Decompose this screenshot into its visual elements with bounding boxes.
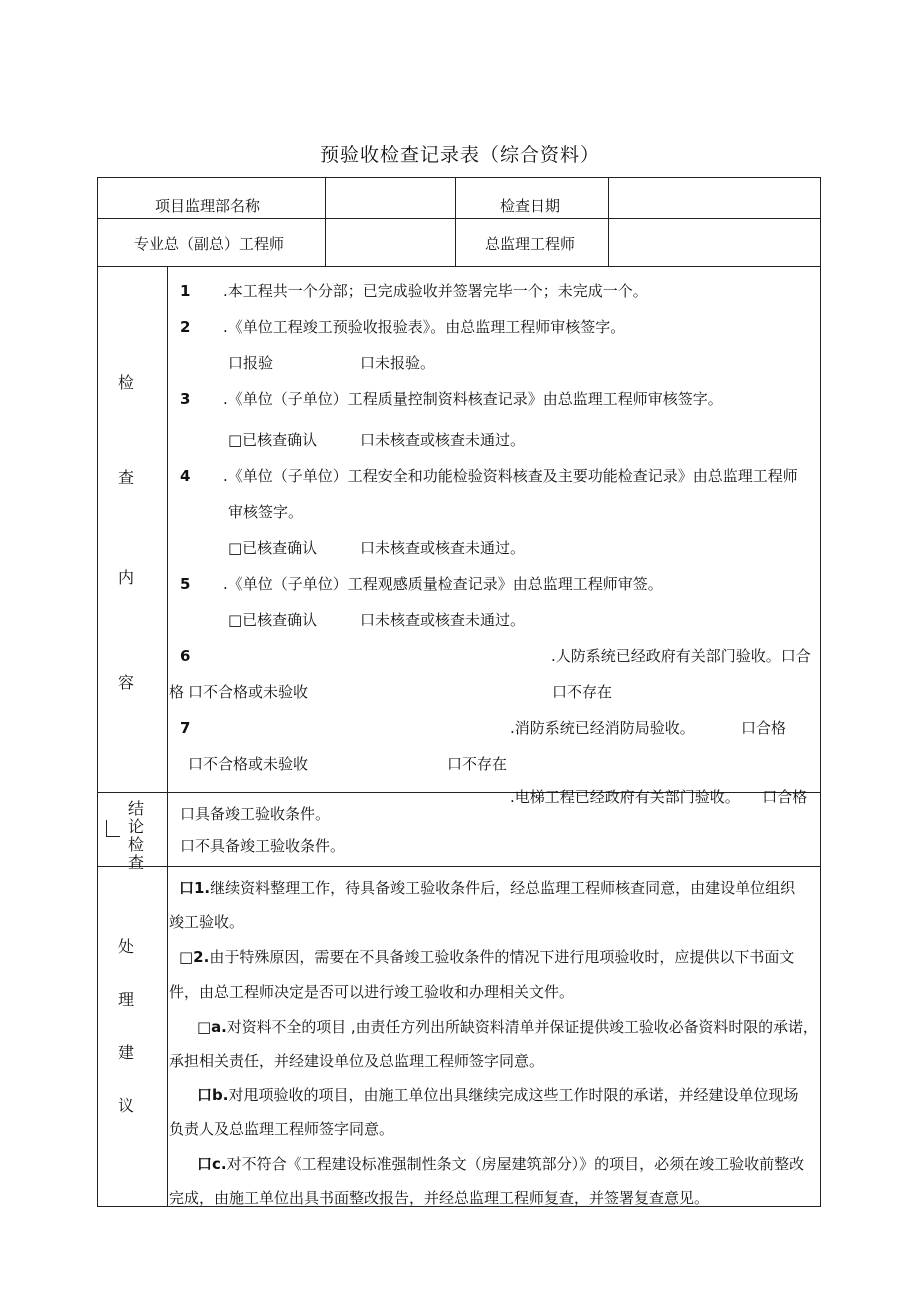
table-border-left [97, 177, 98, 1207]
handling-side-label-1: 处 [118, 937, 135, 956]
table-border-top [97, 177, 821, 178]
item-3-option-confirmed[interactable]: □已核查确认 [228, 431, 318, 449]
row-divider-1 [97, 218, 821, 219]
page-title: 预验收检查记录表（综合资料） [319, 144, 600, 166]
conclusion-option-not-qualified[interactable]: 口不具备竣工验收条件。 [180, 837, 346, 855]
check-side-label-4: 容 [118, 673, 135, 692]
check-side-label-1: 检 [118, 373, 135, 392]
item-4-text: .《单位（子单位）工程安全和功能检验资料核查及主要功能检查记录》由总监理工程师 [223, 467, 798, 485]
item-2-number: 2 [180, 318, 191, 336]
item-6-text-continued: 格 [169, 683, 185, 701]
header-col-divider-1 [325, 177, 326, 267]
item-4-text-continued: 审核签字。 [228, 503, 304, 521]
conclusion-side-label [98, 793, 166, 872]
handling-a-line1 [197, 1017, 818, 1037]
project-name-label: 项目监理部名称 [155, 197, 261, 215]
row-divider-4 [97, 866, 821, 867]
handling-b-line1 [197, 1085, 798, 1105]
handling-p2-line2: 件，由总工程师决定是否可以进行竣工验收和办理相关文件。 [169, 983, 575, 1001]
conclusion-side-label-3: 检 [128, 835, 145, 854]
header-col-divider-2 [455, 177, 456, 267]
item-3-option-not-passed[interactable]: 口未核查或核查未通过。 [360, 431, 526, 449]
handling-b-line2: 负责人及总监理工程师签字同意。 [169, 1120, 395, 1138]
item-5-text: .《单位（子单位）工程观感质量检查记录》由总监理工程师审签。 [223, 575, 663, 593]
conclusion-mark-horizontal [106, 836, 120, 837]
handling-p1-line1 [179, 878, 795, 898]
conclusion-side-label-2: 论 [128, 817, 145, 836]
conclusion-side-label-4: 查 [128, 853, 145, 872]
header-col-divider-3 [608, 177, 609, 267]
item-7-option-not-exist[interactable]: 口不存在 [447, 755, 508, 773]
handling-p2-text: 由于特殊原因，需要在不具备竣工验收条件的情况下进行甩项验收时，应提供以下书面文 [209, 948, 795, 966]
handling-p1-line2: 竣工验收。 [169, 913, 245, 931]
handling-c-line1 [197, 1154, 804, 1174]
item-7-option-failed[interactable]: 口不合格或未验收 [188, 755, 309, 773]
handling-p1-text: 继续资料整理工作，待具备竣工验收条件后，经总监理工程师核查同意，由建设单位组织 [210, 879, 796, 897]
item-6-option-failed[interactable]: 口不合格或未验收 [188, 683, 309, 701]
conclusion-mark-vertical [106, 820, 107, 836]
item-7-text: .消防系统已经消防局验收。 [510, 719, 695, 737]
item-1-text: .本工程共一个分部；已完成验收并签署完毕一个；未完成一个。 [223, 282, 648, 300]
handling-side-label-3: 建 [118, 1043, 135, 1062]
handling-p1-mark[interactable]: 口1. [179, 879, 211, 897]
handling-a-text: 对资料不全的项目 ,由责任方列出所缺资料清单并保证提供竣工验收必备资料时限的承诺， [226, 1018, 818, 1036]
item-5-option-not-passed[interactable]: 口未核查或核查未通过。 [360, 611, 526, 629]
handling-c-line2: 完成，由施工单位出具书面整改报告，并经总监理工程师复查，并签署复查意见。 [169, 1189, 710, 1207]
item-1-number: 1 [180, 282, 191, 300]
handling-b-mark[interactable]: 口b. [197, 1086, 229, 1104]
item-7-number: 7 [180, 719, 191, 737]
deputy-engineer-label: 专业总（副总）工程师 [134, 235, 285, 253]
item-3-text: .《单位（子单位）工程质量控制资料核查记录》由总监理工程师审核签字。 [223, 390, 723, 408]
item-6-text: .人防系统已经政府有关部门验收。口合 [551, 647, 811, 665]
handling-p2-line1 [179, 947, 794, 967]
handling-a-line2: 承担相关责任，并经建设单位及总监理工程师签字同意。 [169, 1052, 545, 1070]
item-3-number: 3 [180, 390, 191, 408]
check-side-label-3: 内 [118, 568, 135, 587]
handling-b-text: 对甩项验收的项目，由施工单位出具继续完成这些工作时限的承诺，并经建设单位现场 [228, 1086, 799, 1104]
item-4-number: 4 [180, 467, 191, 485]
handling-c-mark[interactable]: 口c. [197, 1155, 227, 1173]
item-7-option-pass[interactable]: 口合格 [741, 719, 787, 737]
item-6-number: 6 [180, 647, 191, 665]
check-side-label-2: 查 [118, 468, 135, 487]
conclusion-side-label-1: 结 [128, 799, 145, 818]
item-4-option-confirmed[interactable]: □已核查确认 [228, 539, 318, 557]
row-divider-2 [97, 266, 821, 267]
check-date-label: 检查日期 [500, 197, 561, 215]
handling-c-text: 对不符合《工程建设标准强制性条文（房屋建筑部分）》的项目，必须在竣工验收前整改 [226, 1155, 805, 1173]
item-2-option-yes[interactable]: 口报验 [228, 354, 274, 372]
item-8-clipped-text: .电梯工程已经政府有关部门验收。 口合格 [510, 788, 808, 806]
item-4-option-not-passed[interactable]: 口未核查或核查未通过。 [360, 539, 526, 557]
conclusion-option-qualified[interactable]: 口具备竣工验收条件。 [180, 805, 331, 823]
handling-a-mark[interactable]: □a. [197, 1018, 227, 1036]
item-2-option-no[interactable]: 口未报验。 [360, 354, 436, 372]
handling-side-label-2: 理 [118, 990, 135, 1009]
handling-side-label-4: 议 [118, 1096, 135, 1115]
item-5-number: 5 [180, 575, 191, 593]
handling-p2-mark[interactable]: □2. [179, 948, 210, 966]
item-8-clipped-area [168, 784, 818, 806]
item-6-option-not-exist[interactable]: 口不存在 [552, 683, 613, 701]
table-border-right [820, 177, 821, 1207]
chief-engineer-label: 总监理工程师 [485, 235, 576, 253]
section-label-divider [167, 266, 168, 1207]
item-5-option-confirmed[interactable]: □已核查确认 [228, 611, 318, 629]
item-2-text: .《单位工程竣工预验收报验表》。由总监理工程师审核签字。 [223, 318, 626, 336]
